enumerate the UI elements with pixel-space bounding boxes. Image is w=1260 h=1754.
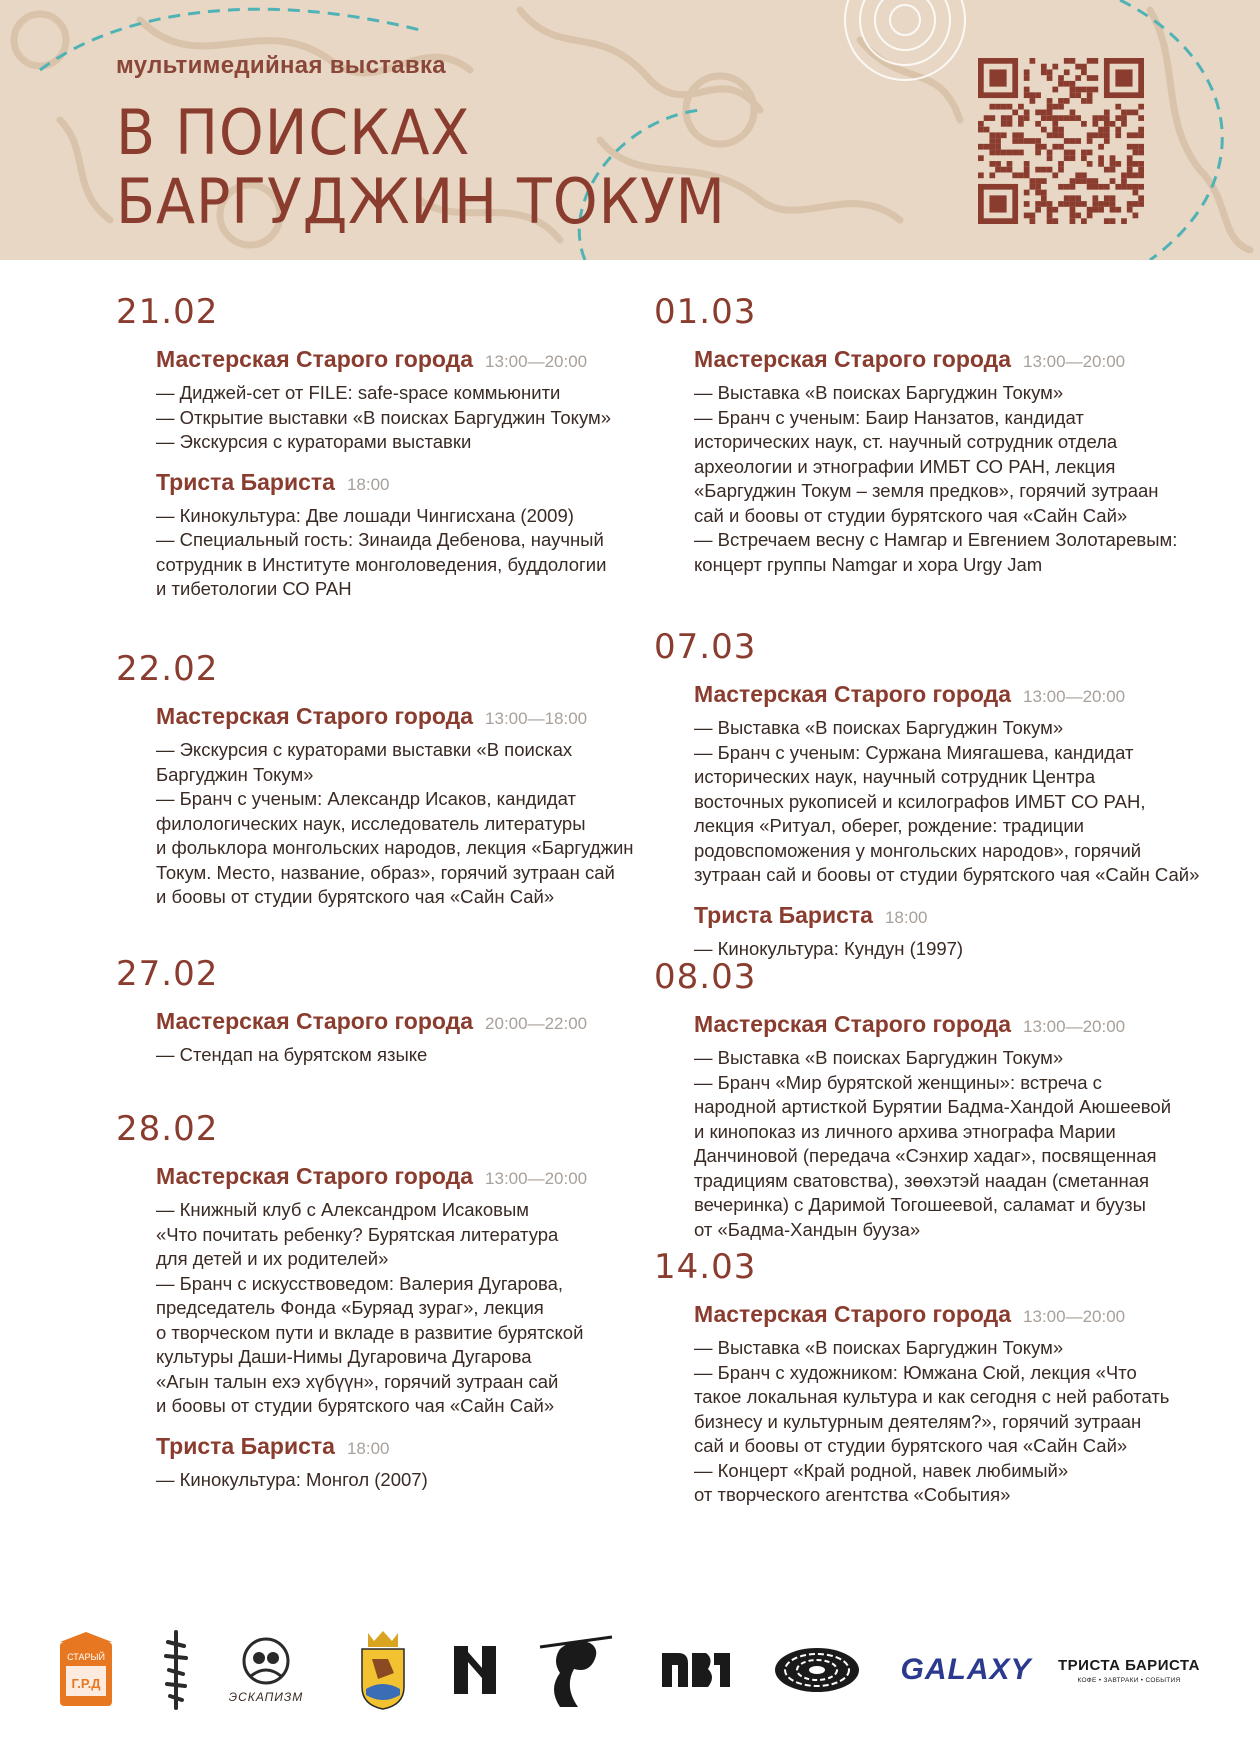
- venue-row: [156, 1008, 676, 1035]
- event-line: и тибетологии СО РАН: [156, 578, 352, 599]
- event-line: и кинопоказ из личного архива этнографа Марии: [694, 1120, 1116, 1142]
- event-line: — Книжный клуб с Александром Исаковым: [156, 1199, 529, 1220]
- venue-row: [156, 1433, 676, 1460]
- event-list: [156, 1043, 676, 1068]
- event-line: и боовы от студии бурятского чая «Сайн Сай»: [156, 1395, 555, 1416]
- venue-row: [694, 346, 1214, 373]
- trista-logo-name: ТРИСТА БАРИСТА: [1058, 1656, 1200, 1674]
- event-line: — Выставка «В поисках Баргуджин Токум»: [694, 382, 1064, 403]
- schedule-day: [654, 957, 1214, 1242]
- event-line: — Бранч с ученым: Баир Нанзатов, кандидат: [694, 406, 1084, 428]
- venue-row: [694, 1301, 1214, 1328]
- event-list: [694, 381, 1214, 577]
- eskapizm-icon: [241, 1636, 291, 1686]
- event-line: от творческого агентства «События»: [694, 1484, 1011, 1505]
- event-list: [694, 716, 1214, 888]
- galaxy-logo-text: GALAXY: [900, 1653, 1032, 1686]
- event-list: [694, 1336, 1214, 1508]
- h-logo: [450, 1620, 500, 1720]
- event-line: такое локальная культура и как сегодня с ней работать: [694, 1386, 1170, 1407]
- venue-time: 13:00—20:00: [1023, 1017, 1126, 1036]
- bird-artist-logo: [534, 1620, 620, 1720]
- schedule-day: [116, 649, 676, 910]
- event-list: [156, 1468, 676, 1493]
- event-date: 22.02: [116, 649, 219, 689]
- event-line: концерт группы Namgar и хора Urgy Jam: [694, 553, 1043, 575]
- venue-row: [694, 1011, 1214, 1038]
- partner-logos: [56, 1620, 1206, 1720]
- event-line: — Выставка «В поисках Баргуджин Токум»: [694, 717, 1064, 738]
- eskapizm-logo: [226, 1620, 306, 1720]
- qr-code-icon[interactable]: [978, 58, 1144, 224]
- event-line: традициям сватовства), зөөхэтэй наадан (сметанная: [694, 1169, 1150, 1191]
- venue-row: [694, 902, 1214, 929]
- venue-time: 13:00—20:00: [1023, 352, 1126, 371]
- venue-name: Триста Бариста: [156, 468, 335, 495]
- event-line: бизнесу и культурным деятелям?», горячий зутраан: [694, 1410, 1142, 1432]
- exhibition-subtitle: мультимедийная выставка: [116, 52, 446, 79]
- venue-name: Триста Бариста: [694, 901, 873, 928]
- event-line: «Что почитать ребенку? Бурятская литература: [156, 1223, 559, 1245]
- event-line: Токум. Место, название, образ», горячий зутраан сай: [156, 861, 615, 883]
- event-line: — Диджей-сет от FILE: safe-space коммьюнити: [156, 382, 561, 403]
- mongolian-script-logo: [156, 1620, 196, 1720]
- event-line: — Кинокультура: Две лошади Чингисхана (2009): [156, 504, 574, 526]
- event-line: — Специальный гость: Зинаида Дебенова, научный: [156, 529, 604, 550]
- event-date: 14.03: [654, 1247, 757, 1287]
- trista-logo-tagline: КОФЕ • ЗАВТРАКИ • СОБЫТИЯ: [1077, 1676, 1181, 1684]
- event-line: «Агын талын ехэ хүбүүн», горячий зутраан сай: [156, 1370, 559, 1392]
- venue-time: 13:00—18:00: [485, 709, 588, 728]
- venue-time: 18:00: [346, 1438, 390, 1458]
- venue-name: Триста Бариста: [156, 1432, 335, 1459]
- event-line: сай и боовы от студии бурятского чая «Сайн Сай»: [694, 504, 1128, 526]
- event-line: — Выставка «В поисках Баргуджин Токум»: [694, 1047, 1064, 1068]
- h-letter-icon: [452, 1644, 498, 1696]
- event-line: — Экскурсия с кураторами выставки «В поисках: [156, 739, 573, 760]
- eskapizm-logo-text: ЭСКАПИЗМ: [228, 1690, 304, 1704]
- event-date: 21.02: [116, 292, 219, 332]
- mongolian-script-icon: [159, 1628, 193, 1712]
- coat-of-arms-icon: [358, 1629, 408, 1711]
- event-line: — Открытие выставки «В поисках Баргуджин Токум»: [156, 406, 612, 428]
- venue-name: Мастерская Старого города: [694, 1301, 1012, 1327]
- venue-time: 13:00—20:00: [1023, 1307, 1126, 1326]
- event-date: 08.03: [654, 957, 757, 997]
- event-line: филологических наук, исследователь литературы: [156, 812, 586, 834]
- event-line: исторических наук, научный сотрудник Центра: [694, 766, 1096, 787]
- ornament-letters-icon: [658, 1649, 734, 1691]
- header-banner: [0, 0, 1260, 260]
- trista-barista-logo: [1052, 1620, 1206, 1720]
- venue-row: [694, 681, 1214, 708]
- stary-logo-top-text: СТАРЫЙ: [67, 1652, 105, 1662]
- exhibition-title-line-1: В ПОИСКАХ: [116, 96, 471, 169]
- event-line: — Бранч с ученым: Суржана Миягашева, кандидат: [694, 741, 1134, 763]
- venue-row: [156, 703, 676, 730]
- event-line: лекция «Ритуал, оберег, рождение: традиции: [694, 815, 1085, 836]
- event-line: «Баргуджин Токум – земля предков», горячий зутраан: [694, 480, 1159, 501]
- event-line: — Концерт «Край родной, навек любимый»: [694, 1459, 1069, 1481]
- stary-gorod-icon: [56, 1630, 116, 1710]
- venue-time: 13:00—20:00: [485, 352, 588, 371]
- event-line: восточных рукописей и ксилографов ИМБТ СО РАН,: [694, 790, 1146, 812]
- stary-gorod-logo: [56, 1620, 116, 1720]
- venue-row: [156, 1163, 676, 1190]
- event-list: [156, 504, 676, 602]
- venue-name: Мастерская Старого города: [156, 1008, 474, 1034]
- venue-time: 13:00—20:00: [1023, 687, 1126, 706]
- event-line: — Бранч с художником: Юмжана Сюй, лекция «Что: [694, 1361, 1137, 1383]
- galaxy-logo: [900, 1620, 1032, 1720]
- bird-icon: [534, 1627, 620, 1713]
- event-date: 27.02: [116, 954, 219, 994]
- event-list: [694, 1046, 1214, 1242]
- event-line: — Встречаем весну с Намгар и Евгением Золотаревым:: [694, 529, 1178, 550]
- event-line: — Бранч с ученым: Александр Исаков, кандидат: [156, 788, 576, 809]
- event-date: 01.03: [654, 292, 757, 332]
- event-list: [156, 381, 676, 455]
- stary-logo-bottom-text: Г.Р.Д: [71, 1676, 101, 1691]
- venue-name: Мастерская Старого города: [156, 703, 474, 729]
- venue-row: [156, 346, 676, 373]
- schedule-day: [654, 627, 1214, 961]
- event-line: Баргуджин Токум»: [156, 763, 314, 785]
- event-line: от «Бадма-Хандын бууза»: [694, 1218, 921, 1240]
- schedule-day: [654, 1247, 1214, 1508]
- event-line: сотрудник в Институте монголоведения, буддологии: [156, 553, 607, 575]
- event-line: археологии и этнографии ИМБТ СО РАН, лекция: [694, 455, 1116, 477]
- venue-name: Мастерская Старого города: [156, 346, 474, 372]
- venue-time: 18:00: [884, 907, 928, 927]
- event-line: — Бранч «Мир бурятской женщины»: встреча с: [694, 1071, 1102, 1093]
- event-line: вечеринка) с Даримой Тогошеевой, саламат и буузы: [694, 1194, 1146, 1215]
- event-line: — Бранч с искусствоведом: Валерия Дугарова,: [156, 1272, 564, 1294]
- exhibition-title-line-2: БАРГУДЖИН ТОКУМ: [116, 165, 726, 238]
- event-line: и фольклора монгольских народов, лекция «Баргуджин: [156, 837, 634, 858]
- city-coat-of-arms-logo: [358, 1620, 408, 1720]
- event-line: зутраан сай и боовы от студии бурятского чая «Сайн Сай»: [694, 864, 1200, 885]
- venue-row: [156, 469, 676, 496]
- schedule-day: [654, 292, 1214, 577]
- event-line: культуры Даши-Нимы Дугаровича Дугарова: [156, 1346, 532, 1367]
- spiral-logo: [772, 1620, 862, 1720]
- event-line: — Кинокультура: Монгол (2007): [156, 1468, 428, 1490]
- event-line: сай и боовы от студии бурятского чая «Сайн Сай»: [694, 1435, 1128, 1456]
- spiral-icon: [772, 1645, 862, 1695]
- venue-time: 20:00—22:00: [485, 1014, 588, 1033]
- event-line: родовспоможения у монгольских народов», горячий: [694, 839, 1142, 861]
- event-line: — Экскурсия с кураторами выставки: [156, 431, 472, 452]
- event-list: [156, 738, 676, 910]
- event-line: о творческом пути и вкладе в развитие бурятской: [156, 1321, 584, 1343]
- venue-time: 18:00: [346, 474, 390, 494]
- event-line: народной артисткой Бурятии Бадма-Хандой Аюшеевой: [694, 1096, 1172, 1117]
- event-line: председатель Фонда «Буряад зураг», лекция: [156, 1297, 544, 1318]
- event-list: [156, 1198, 676, 1419]
- venue-name: Мастерская Старого города: [694, 681, 1012, 707]
- event-line: исторических наук, ст. научный сотрудник отдела: [694, 431, 1118, 452]
- event-date: 28.02: [116, 1109, 219, 1149]
- event-date: 07.03: [654, 627, 757, 667]
- ornament-letters-logo: [656, 1620, 736, 1720]
- schedule-day: [116, 954, 676, 1068]
- event-line: для детей и их родителей»: [156, 1248, 389, 1269]
- venue-name: Мастерская Старого города: [156, 1163, 474, 1189]
- venue-time: 13:00—20:00: [485, 1169, 588, 1188]
- venue-name: Мастерская Старого города: [694, 346, 1012, 372]
- schedule-day: [116, 1109, 676, 1492]
- event-line: и боовы от студии бурятского чая «Сайн Сай»: [156, 886, 555, 907]
- event-line: — Выставка «В поисках Баргуджин Токум»: [694, 1337, 1064, 1358]
- event-line: — Стендап на бурятском языке: [156, 1044, 428, 1065]
- event-line: Данчиновой (передача «Сэнхир хадаг», посвященная: [694, 1145, 1157, 1166]
- venue-name: Мастерская Старого города: [694, 1011, 1012, 1037]
- event-line: — Кинокультура: Кундун (1997): [694, 937, 964, 959]
- schedule-day: [116, 292, 676, 602]
